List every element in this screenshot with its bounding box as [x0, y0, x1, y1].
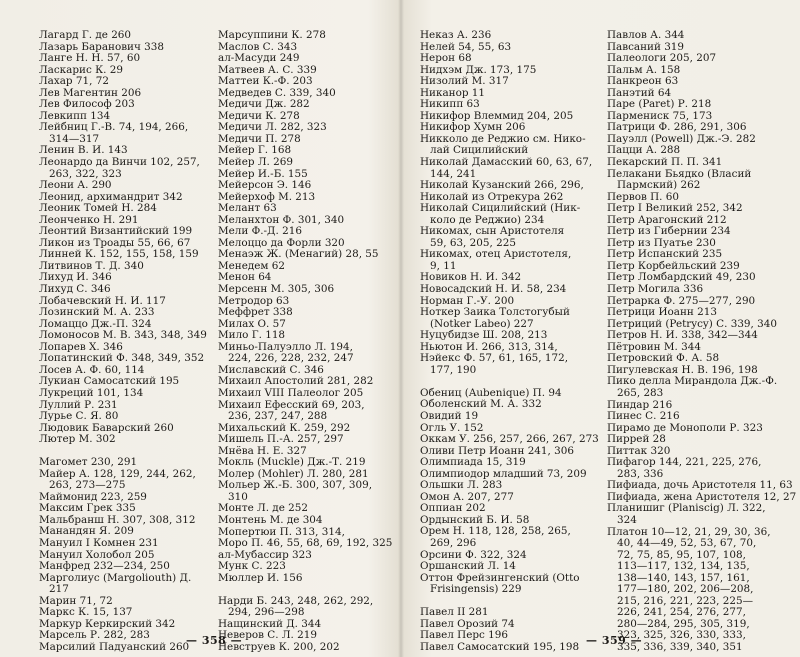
index-entry: Оболенский М. А. 332 — [420, 398, 542, 411]
index-entry: Максим Грек 335 — [39, 502, 136, 515]
index-entry-continuation: 280—284, 295, 305, 319, — [617, 617, 750, 630]
index-entry: Ласкарис К. 29 — [39, 63, 123, 76]
index-entry: Патрици Ф. 286, 291, 306 — [607, 121, 747, 134]
index-entry: Михаил Ефесский 69, 203, — [218, 398, 365, 411]
index-entry: Петр из Пуатье 230 — [607, 236, 716, 249]
index-entry: Лахар 71, 72 — [39, 75, 109, 88]
index-entry: Орем Н. 118, 128, 258, 265, — [420, 525, 571, 538]
index-entry: Оршанский Л. 14 — [420, 560, 516, 573]
index-entry: Леонченко Н. 291 — [39, 213, 139, 226]
index-entry: Медичи П. 278 — [218, 132, 301, 145]
index-entry: Михаил Апостолий 281, 282 — [218, 375, 374, 388]
index-entry: Мейер И.-Б. 155 — [218, 167, 308, 180]
index-entry-continuation: 113—117, 132, 134, 135, — [617, 560, 750, 573]
page-number: — 359 — — [586, 634, 643, 647]
index-entry: Лобачевский Н. И. 117 — [39, 294, 166, 307]
index-column — [607, 30, 796, 654]
index-entry-continuation: 263, 273—275 — [49, 479, 126, 492]
index-entry: Петр Арагонский 212 — [607, 213, 727, 226]
index-entry: Николай Кузанский 266, 296, — [420, 179, 584, 192]
index-entry: Мелоццо да Форли 320 — [218, 236, 345, 249]
index-entry: Петров Н. И. 338, 342—344 — [607, 329, 758, 342]
index-entry-continuation: лай Сицилийский — [430, 144, 529, 157]
index-entry: Обениц (Aubenique) П. 94 — [420, 386, 562, 399]
index-entry: Норман Г.-У. 200 — [420, 294, 515, 307]
index-entry: Павел Орозий 74 — [420, 617, 515, 630]
index-entry: Мюллер И. 156 — [218, 571, 303, 584]
index-entry: Людовик Баварский 260 — [39, 421, 174, 434]
index-entry: Лосев А. Ф. 60, 114 — [39, 363, 145, 376]
index-entry: Линней К. 152, 155, 158, 159 — [39, 248, 199, 261]
index-entry: Мунк С. 223 — [218, 560, 286, 573]
index-entry: Мольер Ж.-Б. 300, 307, 309, — [218, 479, 372, 492]
index-entry: Ланге Н. Н. 57, 60 — [39, 52, 141, 65]
index-entry: Луллий Р. 231 — [39, 398, 118, 411]
index-entry: Маттеи К.-Ф. 203 — [218, 75, 313, 88]
index-entry: ал-Масуди 249 — [218, 52, 300, 65]
index-entry: Неверов С. Л. 219 — [218, 629, 317, 642]
index-entry-continuation: 177, 190 — [430, 363, 477, 376]
index-entry-continuation: 263, 322, 323 — [49, 167, 122, 180]
index-entry: Оккам У. 256, 257, 266, 267, 273 — [420, 433, 599, 446]
index-entry: Меланхтон Ф. 301, 340 — [218, 213, 345, 226]
index-entry: Нэйекс Ф. 57, 61, 165, 172, — [420, 352, 569, 365]
index-entry: Ломаццо Дж.-П. 324 — [39, 317, 152, 330]
index-entry: Ликон из Троады 55, 66, 67 — [39, 236, 191, 249]
index-entry: Никомах, отец Аристотеля, — [420, 248, 572, 261]
index-entry-continuation: Frisingensis) 229 — [430, 583, 522, 596]
index-entry-continuation: 59, 63, 205, 225 — [430, 236, 516, 249]
index-entry-continuation: 283, 336 — [617, 467, 664, 480]
index-entry: Панкреон 63 — [607, 75, 679, 88]
index-entry-continuation: 215, 216, 221, 223, 225— — [617, 594, 753, 607]
index-column — [420, 30, 599, 653]
index-entry: Монтень М. де 304 — [218, 513, 323, 526]
index-entry: Ноткер Заика Толстогубый — [420, 306, 570, 319]
index-entry: Пифиада, дочь Аристотеля 11, 63 — [607, 479, 793, 492]
index-entry: Леоник Томей Н. 284 — [39, 202, 157, 215]
index-entry: Менедем 62 — [218, 259, 286, 272]
index-entry: Нерон 68 — [420, 52, 472, 65]
index-entry: Оппиан 202 — [420, 502, 486, 515]
index-entry: Петр Корбейльский 239 — [607, 259, 740, 272]
index-entry: Левкипп 134 — [39, 109, 111, 122]
index-entry: Пифагор 144, 221, 225, 276, — [607, 456, 762, 469]
index-entry: Леони А. 290 — [39, 179, 112, 192]
index-entry: Меффрет 338 — [218, 306, 293, 319]
index-entry: Мишель П.-А. 257, 297 — [218, 433, 344, 446]
index-entry: Мелант 63 — [218, 202, 277, 215]
index-entry: Лейбниц Г.-В. 74, 194, 266, — [39, 121, 189, 134]
index-entry-continuation: 138—140, 143, 157, 161, — [617, 571, 750, 584]
index-entry: Петрици Иоанн 213 — [607, 306, 717, 319]
index-entry: Матвеев А. С. 339 — [218, 63, 317, 76]
index-entry: Майер А. 128, 129, 244, 262, — [39, 467, 196, 480]
page-number: — 358 — — [186, 634, 243, 647]
index-entry: Пиррей 28 — [607, 433, 666, 446]
index-entry: Манандян Я. 209 — [39, 525, 134, 538]
index-entry: Пауэлл (Powell) Дж.-Э. 282 — [607, 132, 756, 145]
index-entry-continuation: 9, 11 — [430, 259, 457, 272]
index-entry: Лазарь Баранович 338 — [39, 40, 164, 53]
index-entry: Никифор Хумн 206 — [420, 121, 526, 134]
index-entry: Планишиг (Planiscig) Л. 322, — [607, 502, 766, 515]
index-entry: Мейерсон Э. 146 — [218, 179, 312, 192]
index-entry-continuation: 226, 241, 254, 276, 277, — [617, 606, 746, 619]
index-entry: Метродор 63 — [218, 294, 290, 307]
index-entry: Ольшки Л. 283 — [420, 479, 503, 492]
index-entry: Петраркa Ф. 275—277, 290 — [607, 294, 756, 307]
index-entry: Литвинов Т. Д. 340 — [39, 259, 144, 272]
index-entry: Мальбранш Н. 307, 308, 312 — [39, 513, 196, 526]
index-entry-continuation: Пармский) 262 — [617, 179, 701, 192]
index-entry: Лукиан Самосатский 195 — [39, 375, 180, 388]
index-entry: Лихуд С. 346 — [39, 283, 111, 296]
index-entry: Пармениск 75, 173 — [607, 109, 713, 122]
index-entry: Никипп 63 — [420, 98, 480, 111]
index-entry: Медичи К. 278 — [218, 109, 300, 122]
index-entry: Павлов А. 344 — [607, 29, 685, 41]
index-entry: Новосадский Н. И. 58, 234 — [420, 283, 567, 296]
index-entry-continuation: 323, 325, 326, 330, 333, — [617, 629, 746, 642]
index-entry: Первов П. 60 — [607, 190, 680, 203]
index-entry: Марсель Р. 282, 283 — [39, 629, 150, 642]
index-entry: Огль У. 152 — [420, 421, 484, 434]
index-entry: Миньо-Палуэлло Л. 194, — [218, 340, 353, 353]
index-entry: Лютер М. 302 — [39, 433, 116, 446]
index-entry: Марсуппини К. 278 — [218, 29, 326, 41]
index-entry: Лагард Г. де 260 — [39, 29, 132, 41]
index-entry: Николай Сицилийский (Ник- — [420, 202, 581, 215]
index-entry: Павсаний 319 — [607, 40, 685, 53]
index-entry: Нащинский Д. 344 — [218, 617, 322, 630]
index-entry: Марголиус (Margoliouth) Д. — [39, 571, 192, 584]
index-entry: Мануил Холобол 205 — [39, 548, 155, 561]
index-entry: Пальм А. 158 — [607, 63, 681, 76]
index-entry: Петр Испанский 235 — [607, 248, 723, 261]
index-entry: Оттон Фрейзингенский (Otto — [420, 571, 580, 584]
index-entry: Пацци А. 288 — [607, 144, 681, 157]
index-entry-continuation: 294, 296—298 — [228, 606, 305, 619]
index-entry: Маслов С. 343 — [218, 40, 298, 53]
index-entry: Палеологи 205, 207 — [607, 52, 717, 65]
index-entry: Лукреций 101, 134 — [39, 386, 144, 399]
index-entry: Нидхэм Дж. 173, 175 — [420, 63, 537, 76]
index-entry: Маймонид 223, 259 — [39, 490, 147, 503]
index-entry: Мануил I Комнен 231 — [39, 537, 159, 550]
index-entry: Лурье С. Я. 80 — [39, 410, 119, 423]
index-entry: Оливи Петр Иоанн 241, 306 — [420, 444, 574, 457]
index-entry: Мнёва Н. Е. 327 — [218, 444, 307, 457]
index-entry: Петровский Ф. А. 58 — [607, 352, 720, 365]
index-entry: Никифор Влеммид 204, 205 — [420, 109, 574, 122]
index-entry-continuation: 324 — [617, 513, 637, 526]
index-entry: Павел Перс 196 — [420, 629, 508, 642]
index-entry: Леонардо да Винчи 102, 257, — [39, 156, 200, 169]
index-entry: Ленин В. И. 143 — [39, 144, 128, 157]
index-column — [39, 30, 207, 653]
index-entry: Манфред 232—234, 250 — [39, 560, 170, 573]
index-entry-continuation: (Notker Labeo) 227 — [430, 317, 534, 330]
index-entry: Михальский К. 259, 292 — [218, 421, 351, 434]
index-entry: Леонтий Византийский 199 — [39, 225, 193, 238]
index-entry: Мели Ф.-Д. 216 — [218, 225, 302, 238]
index-entry: Пигулевская Н. В. 196, 198 — [607, 363, 758, 376]
index-entry: Менаэж Ж. (Менагий) 28, 55 — [218, 248, 379, 261]
index-entry: Нарди Б. 243, 248, 262, 292, — [218, 594, 374, 607]
index-entry: Миславский С. 346 — [218, 363, 324, 376]
index-entry: Новиков Н. И. 342 — [420, 271, 522, 284]
index-entry: Маркур Керкирский 342 — [39, 617, 176, 630]
index-entry: Мило Г. 118 — [218, 329, 286, 342]
index-entry: Леонид, архимандрит 342 — [39, 190, 183, 203]
index-entry: Никколо де Реджио см. Нико- — [420, 132, 586, 145]
index-entry: Павел Самосатский 195, 198 — [420, 640, 580, 653]
index-entry: Медичи Дж. 282 — [218, 98, 310, 111]
index-entry: Марин 71, 72 — [39, 594, 113, 607]
index-entry: Питтак 320 — [607, 444, 671, 457]
index-entry: Лозинский М. А. 233 — [39, 306, 155, 319]
index-entry: Низолий М. 317 — [420, 75, 509, 88]
index-entry: Орсини Ф. 322, 324 — [420, 548, 527, 561]
index-entry: Омон А. 207, 277 — [420, 490, 514, 503]
index-entry-continuation: 217 — [49, 583, 69, 596]
index-entry: Пелакани Бьядко (Власий — [607, 167, 752, 180]
index-entry: Никомах, сын Аристотеля — [420, 225, 565, 238]
index-entry-continuation: 265, 283 — [617, 386, 664, 399]
index-entry-continuation: 72, 75, 85, 95, 107, 108, — [617, 548, 746, 561]
index-entry: Мейер Л. 269 — [218, 156, 293, 169]
index-entry: Николай Дамасский 60, 63, 67, — [420, 156, 593, 169]
index-entry: Молер (Mohler) Л. 280, 281 — [218, 467, 369, 480]
index-entry-continuation: 310 — [228, 490, 248, 503]
index-entry: Пиндар 216 — [607, 398, 673, 411]
index-entry: Никанор 11 — [420, 86, 486, 99]
index-entry: Невструев К. 200, 202 — [218, 640, 340, 653]
index-entry-continuation: 224, 226, 228, 232, 247 — [228, 352, 354, 365]
index-entry-continuation: 177—180, 202, 206—208, — [617, 583, 754, 596]
index-entry: Петр Ломбардский 49, 230 — [607, 271, 756, 284]
index-entry: ал-Мубассир 323 — [218, 548, 312, 561]
index-entry: Ньютон И. 266, 313, 314, — [420, 340, 558, 353]
index-entry: Монте Л. де 252 — [218, 502, 308, 515]
index-entry-continuation: 144, 241 — [430, 167, 477, 180]
index-entry: Пирамо де Монополи Р. 323 — [607, 421, 763, 434]
index-entry: Милах О. 57 — [218, 317, 286, 330]
page-359 — [404, 0, 800, 657]
index-entry: Лопатинский Ф. 348, 349, 352 — [39, 352, 205, 365]
index-entry: Менон 64 — [218, 271, 272, 284]
index-column — [218, 30, 392, 653]
index-entry: Медведев С. 339, 340 — [218, 86, 336, 99]
index-entry: Лев Магентин 206 — [39, 86, 142, 99]
index-entry: Марсилий Падуанский 260 — [39, 640, 190, 653]
index-entry: Паре (Paret) Р. 218 — [607, 98, 712, 111]
index-entry: Маркс К. 15, 137 — [39, 606, 133, 619]
index-entry: Овидий 19 — [420, 410, 479, 422]
index-entry: Олимпиада 15, 319 — [420, 456, 526, 469]
index-entry-continuation: коло де Реджио) 234 — [430, 213, 545, 226]
index-entry: Магомет 230, 291 — [39, 456, 138, 469]
index-entry: Ордынский Б. И. 58 — [420, 513, 530, 526]
index-entry: Петриций (Petrycy) С. 339, 340 — [607, 317, 777, 330]
index-entry: Моро П. 46, 55, 68, 69, 192, 325 — [218, 537, 393, 550]
index-entry: Пекарский П. П. 341 — [607, 156, 723, 169]
index-entry: Мокль (Muckle) Дж.-Т. 219 — [218, 456, 366, 469]
index-entry: Лопарев Х. 346 — [39, 340, 123, 353]
index-entry: Пинес С. 216 — [607, 410, 680, 423]
index-entry: Лев Философ 203 — [39, 98, 135, 111]
index-entry: Николай из Отрекура 262 — [420, 190, 564, 203]
index-entry-continuation: 236, 237, 247, 288 — [228, 410, 328, 423]
index-entry: Неказ А. 236 — [420, 29, 492, 41]
index-entry-continuation: 40, 44—49, 52, 53, 67, 70, — [617, 537, 757, 550]
index-entry: Мейер Г. 168 — [218, 144, 292, 157]
index-entry-continuation: 335, 336, 339, 340, 351 — [617, 640, 743, 653]
index-entry: Панэтий 64 — [607, 86, 672, 99]
index-entry: Павел II 281 — [420, 606, 489, 619]
index-entry: Лихуд И. 346 — [39, 271, 112, 284]
index-entry: Олимпиодор младший 73, 209 — [420, 467, 587, 480]
index-entry: Ломоносов М. В. 343, 348, 349 — [39, 329, 207, 342]
index-entry: Пико делла Мирандола Дж.-Ф. — [607, 375, 778, 388]
index-entry: Мейерхоф М. 213 — [218, 190, 316, 203]
index-entry: Пифиада, жена Аристотеля 12, 27 — [607, 490, 797, 503]
index-entry: Нуцубидзе Ш. 208, 213 — [420, 329, 548, 342]
index-entry: Мопертюи П. 313, 314, — [218, 525, 345, 538]
index-entry: Платон 10—12, 21, 29, 30, 36, — [607, 525, 771, 538]
index-entry: Пётровин М. 344 — [607, 340, 701, 353]
index-entry: Петр из Гибернии 234 — [607, 225, 731, 238]
index-entry-continuation: 269, 296 — [430, 537, 477, 550]
index-entry: Нелей 54, 55, 63 — [420, 40, 512, 53]
index-entry: Михаил VIII Палеолог 205 — [218, 386, 364, 399]
index-entry: Мерсенн М. 305, 306 — [218, 283, 335, 296]
index-entry: Петр Могила 336 — [607, 283, 704, 296]
index-entry-continuation: 314—317 — [49, 132, 100, 145]
index-entry: Медичи Л. 282, 323 — [218, 121, 327, 134]
index-entry: Петр I Великий 252, 342 — [607, 202, 743, 215]
